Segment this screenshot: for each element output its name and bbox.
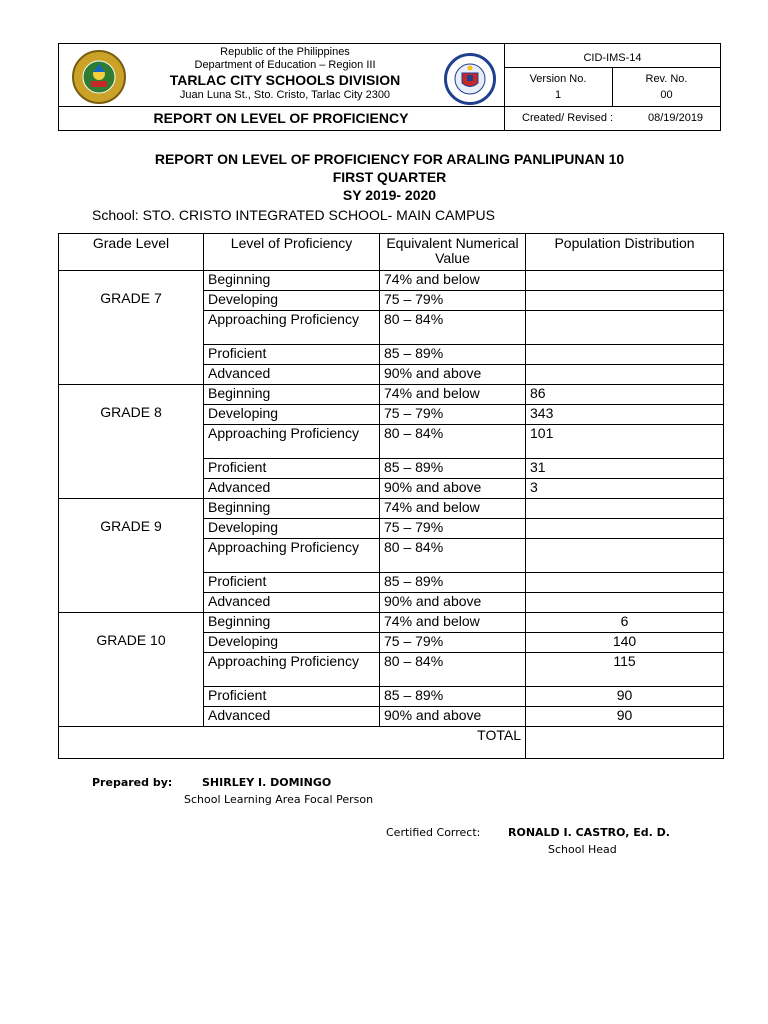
level-cell: Beginning xyxy=(204,613,380,633)
level-cell: Approaching Proficiency xyxy=(204,425,380,459)
certified-correct-label: Certified Correct: xyxy=(386,826,481,839)
column-header: Level of Proficiency xyxy=(204,234,380,271)
report-title: REPORT ON LEVEL OF PROFICIENCY FOR ARALING PANLIPUNAN 10 xyxy=(154,151,625,167)
population-cell xyxy=(526,365,724,385)
deped-division-seal xyxy=(72,50,126,104)
population-cell: 90 xyxy=(526,707,724,727)
value-cell: 90% and above xyxy=(380,593,526,613)
level-cell: Approaching Proficiency xyxy=(204,539,380,573)
population-cell: 343 xyxy=(526,405,724,425)
level-cell: Advanced xyxy=(204,593,380,613)
level-cell: Proficient xyxy=(204,459,380,479)
value-cell: 80 – 84% xyxy=(380,653,526,687)
school-name: School: STO. CRISTO INTEGRATED SCHOOL- MAIN CAMPUS xyxy=(92,207,495,223)
value-cell: 85 – 89% xyxy=(380,687,526,707)
doc-code: CID-IMS-14 xyxy=(583,52,642,64)
prepared-by-label: Prepared by: xyxy=(92,776,173,789)
school-year: SY 2019- 2020 xyxy=(342,187,437,203)
created-label: Created/ Revised : xyxy=(522,112,614,124)
population-cell xyxy=(526,311,724,345)
value-cell: 75 – 79% xyxy=(380,291,526,311)
value-cell: 85 – 89% xyxy=(380,459,526,479)
table-row xyxy=(59,499,724,519)
version-value: 1 xyxy=(554,89,562,101)
grade-cell: GRADE 8 xyxy=(59,385,204,499)
level-cell: Advanced xyxy=(204,479,380,499)
table-row xyxy=(59,613,724,633)
total-value xyxy=(526,727,724,759)
column-header: Equivalent Numerical Value xyxy=(380,234,526,271)
level-cell: Developing xyxy=(204,519,380,539)
header-report-title: REPORT ON LEVEL OF PROFICIENCY xyxy=(153,110,409,126)
prepared-by-role: School Learning Area Focal Person xyxy=(184,793,374,806)
quarter-label: FIRST QUARTER xyxy=(332,169,447,185)
value-cell: 75 – 79% xyxy=(380,405,526,425)
level-cell: Beginning xyxy=(204,499,380,519)
value-cell: 74% and below xyxy=(380,499,526,519)
proficiency-table xyxy=(58,233,724,759)
total-row xyxy=(59,727,724,759)
population-cell: 101 xyxy=(526,425,724,459)
population-cell: 140 xyxy=(526,633,724,653)
value-cell: 90% and above xyxy=(380,479,526,499)
level-cell: Developing xyxy=(204,405,380,425)
population-cell xyxy=(526,539,724,573)
version-label: Version No. xyxy=(529,73,587,85)
population-cell: 31 xyxy=(526,459,724,479)
rev-value: 00 xyxy=(660,89,673,101)
grade-cell: GRADE 9 xyxy=(59,499,204,613)
value-cell: 75 – 79% xyxy=(380,519,526,539)
value-cell: 80 – 84% xyxy=(380,425,526,459)
table-header-row xyxy=(59,234,724,271)
population-cell xyxy=(526,593,724,613)
value-cell: 90% and above xyxy=(380,365,526,385)
population-cell xyxy=(526,291,724,311)
total-label: TOTAL xyxy=(59,727,526,759)
column-header: Population Distribution xyxy=(526,234,724,271)
level-cell: Proficient xyxy=(204,687,380,707)
population-cell: 3 xyxy=(526,479,724,499)
prepared-by-name: SHIRLEY I. DOMINGO xyxy=(202,776,332,789)
division-address: Juan Luna St., Sto. Cristo, Tarlac City 2300 xyxy=(179,89,391,101)
republic-label: Republic of the Philippines xyxy=(220,46,350,58)
value-cell: 85 – 89% xyxy=(380,345,526,365)
level-cell: Advanced xyxy=(204,707,380,727)
population-cell: 115 xyxy=(526,653,724,687)
value-cell: 85 – 89% xyxy=(380,573,526,593)
deped-kagawaran-seal xyxy=(444,53,496,105)
level-cell: Approaching Proficiency xyxy=(204,311,380,345)
population-cell xyxy=(526,271,724,291)
value-cell: 80 – 84% xyxy=(380,311,526,345)
population-cell xyxy=(526,345,724,365)
created-date: 08/19/2019 xyxy=(648,112,704,124)
level-cell: Proficient xyxy=(204,345,380,365)
population-cell: 6 xyxy=(526,613,724,633)
level-cell: Beginning xyxy=(204,271,380,291)
population-cell xyxy=(526,519,724,539)
grade-cell: GRADE 7 xyxy=(59,271,204,385)
population-cell: 90 xyxy=(526,687,724,707)
population-cell: 86 xyxy=(526,385,724,405)
rev-label: Rev. No. xyxy=(645,73,688,85)
certified-by-name: RONALD I. CASTRO, Ed. D. xyxy=(508,826,670,839)
certified-by-role: School Head xyxy=(548,843,617,856)
department-label: Department of Education – Region III xyxy=(194,59,376,71)
level-cell: Approaching Proficiency xyxy=(204,653,380,687)
table-row xyxy=(59,385,724,405)
value-cell: 74% and below xyxy=(380,385,526,405)
level-cell: Developing xyxy=(204,291,380,311)
value-cell: 74% and below xyxy=(380,271,526,291)
header-divider xyxy=(58,106,721,107)
division-name: TARLAC CITY SCHOOLS DIVISION xyxy=(169,72,401,88)
table-row xyxy=(59,271,724,291)
population-cell xyxy=(526,499,724,519)
grade-cell: GRADE 10 xyxy=(59,613,204,727)
value-cell: 90% and above xyxy=(380,707,526,727)
level-cell: Developing xyxy=(204,633,380,653)
level-cell: Beginning xyxy=(204,385,380,405)
value-cell: 74% and below xyxy=(380,613,526,633)
population-cell xyxy=(526,573,724,593)
level-cell: Advanced xyxy=(204,365,380,385)
level-cell: Proficient xyxy=(204,573,380,593)
column-header: Grade Level xyxy=(59,234,204,271)
value-cell: 75 – 79% xyxy=(380,633,526,653)
value-cell: 80 – 84% xyxy=(380,539,526,573)
